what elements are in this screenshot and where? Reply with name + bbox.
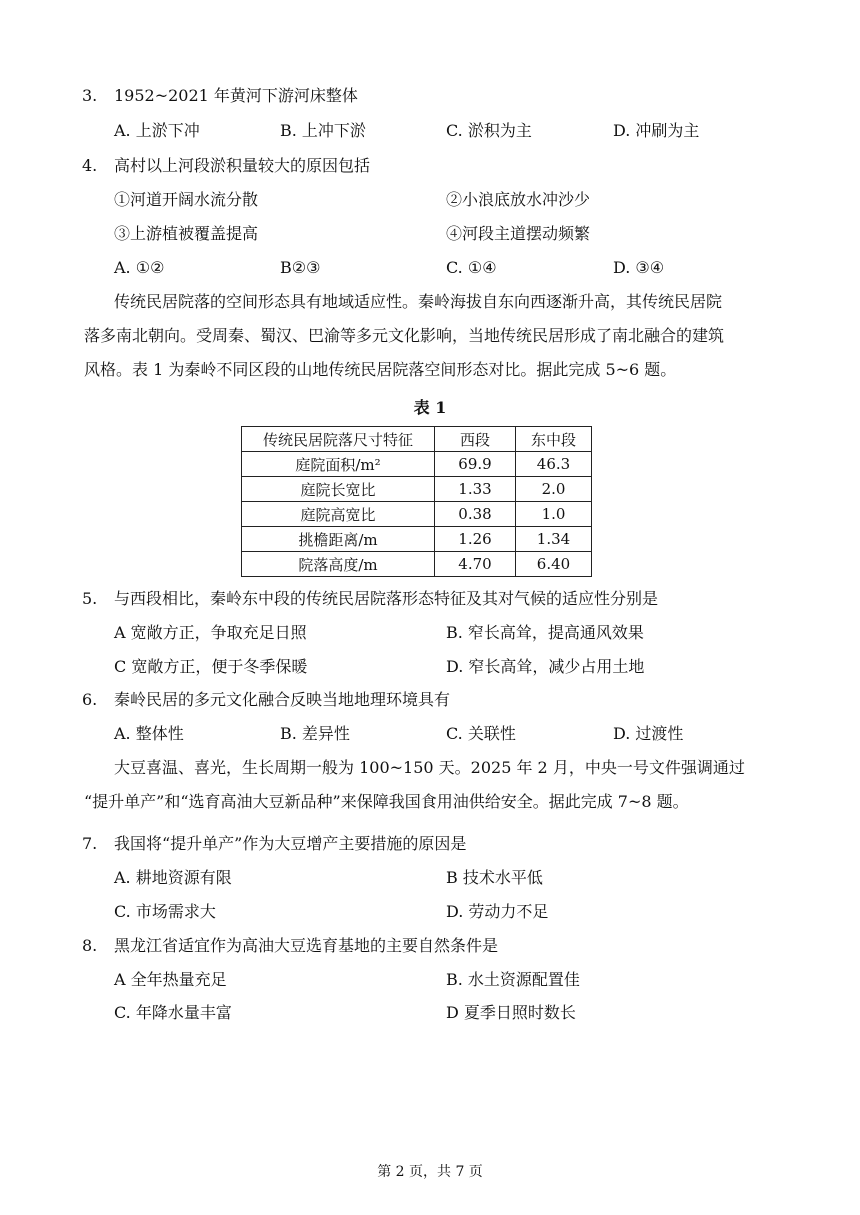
option-c[interactable]: C. 关联性 — [446, 724, 516, 743]
table-header-row — [242, 427, 592, 452]
option-a[interactable]: A 全年热量充足 — [114, 970, 227, 989]
passage-1-line-3: 风格。表 1 为秦岭不同区段的山地传统民居院落空间形态对比。据此完成 5~6 题。 — [84, 360, 677, 379]
table-cell: 69.9 — [435, 452, 516, 477]
passage-1-line-2: 落多南北朝向。受周秦、蜀汉、巴渝等多元文化影响，当地传统民居形成了南北融合的建筑 — [84, 326, 725, 345]
statement-3: ③上游植被覆盖提高 — [114, 224, 259, 243]
option-d[interactable]: D. 劳动力不足 — [446, 902, 549, 921]
question-text: 高村以上河段淤积量较大的原因包括 — [114, 156, 371, 175]
option-a[interactable]: A. ①② — [114, 258, 165, 277]
option-c[interactable]: C 宽敞方正，便于冬季保暖 — [114, 657, 308, 676]
option-d[interactable]: D 夏季日照时数长 — [446, 1003, 576, 1022]
statement-1: ①河道开阔水流分散 — [114, 190, 259, 209]
data-table — [241, 426, 592, 577]
option-a[interactable]: A 宽敞方正，争取充足日照 — [114, 623, 307, 642]
option-c[interactable]: C. 年降水量丰富 — [114, 1003, 232, 1022]
option-a[interactable]: A. 整体性 — [114, 724, 184, 743]
statement-2: ②小浪底放水冲沙少 — [446, 190, 591, 209]
table-row — [242, 452, 592, 477]
question-number: 7. — [82, 834, 98, 853]
header-cell: 西段 — [435, 427, 516, 452]
option-b[interactable]: B. 差异性 — [280, 724, 350, 743]
question-text: 黑龙江省适宜作为高油大豆选育基地的主要自然条件是 — [114, 936, 499, 955]
table-row — [242, 552, 592, 577]
question-text: 与西段相比，秦岭东中段的传统民居院落形态特征及其对气候的适应性分别是 — [114, 589, 659, 608]
question-text: 1952~2021 年黄河下游河床整体 — [114, 86, 358, 105]
question-text: 秦岭民居的多元文化融合反映当地地理环境具有 — [114, 690, 451, 709]
table-cell: 1.26 — [435, 527, 516, 552]
question-number: 5. — [82, 589, 98, 608]
option-b[interactable]: B. 上冲下淤 — [280, 121, 366, 140]
table-cell: 庭院高宽比 — [242, 502, 435, 527]
option-d[interactable]: D. 冲刷为主 — [613, 121, 700, 140]
question-number: 6. — [82, 690, 98, 709]
option-b[interactable]: B 技术水平低 — [446, 868, 543, 887]
table-cell: 2.0 — [516, 477, 592, 502]
option-c[interactable]: C. 淤积为主 — [446, 121, 532, 140]
page-footer: 第 2 页，共 7 页 — [377, 1164, 483, 1180]
table-row — [242, 502, 592, 527]
table-cell: 挑檐距离/m — [242, 527, 435, 552]
table-cell: 46.3 — [516, 452, 592, 477]
table-cell: 庭院长宽比 — [242, 477, 435, 502]
table-cell: 4.70 — [435, 552, 516, 577]
option-d[interactable]: D. 窄长高耸，减少占用土地 — [446, 657, 645, 676]
option-b[interactable]: B②③ — [280, 258, 321, 277]
question-number: 4. — [82, 156, 98, 175]
header-cell: 东中段 — [516, 427, 592, 452]
table-cell: 院落高度/m — [242, 552, 435, 577]
option-a[interactable]: A. 耕地资源有限 — [114, 868, 232, 887]
passage-2-line-1: 大豆喜温、喜光，生长周期一般为 100~150 天。2025 年 2 月，中央一号文件强调通过 — [114, 758, 745, 777]
table-cell: 0.38 — [435, 502, 516, 527]
table-row — [242, 477, 592, 502]
question-number: 3. — [82, 86, 98, 105]
table-cell: 1.0 — [516, 502, 592, 527]
statement-4: ④河段主道摆动频繁 — [446, 224, 591, 243]
option-d[interactable]: D. ③④ — [613, 258, 665, 277]
option-c[interactable]: C. 市场需求大 — [114, 902, 216, 921]
passage-1-line-1: 传统民居院落的空间形态具有地域适应性。秦岭海拔自东向西逐渐升高，其传统民居院 — [114, 292, 723, 311]
table-row — [242, 527, 592, 552]
option-a[interactable]: A. 上淤下冲 — [114, 121, 200, 140]
header-cell: 传统民居院落尺寸特征 — [242, 427, 435, 452]
table-cell: 庭院面积/m² — [242, 452, 435, 477]
option-d[interactable]: D. 过渡性 — [613, 724, 684, 743]
option-b[interactable]: B. 窄长高耸，提高通风效果 — [446, 623, 644, 642]
table-cell: 1.33 — [435, 477, 516, 502]
table-cell: 1.34 — [516, 527, 592, 552]
passage-2-line-2: “提升单产”和“选育高油大豆新品种”来保障我国食用油供给安全。据此完成 7~8 题。 — [84, 792, 689, 811]
table-caption: 表 1 — [413, 398, 447, 417]
option-b[interactable]: B. 水土资源配置佳 — [446, 970, 580, 989]
option-c[interactable]: C. ①④ — [446, 258, 497, 277]
table-cell: 6.40 — [516, 552, 592, 577]
question-number: 8. — [82, 936, 98, 955]
question-text: 我国将“提升单产”作为大豆增产主要措施的原因是 — [114, 834, 467, 853]
